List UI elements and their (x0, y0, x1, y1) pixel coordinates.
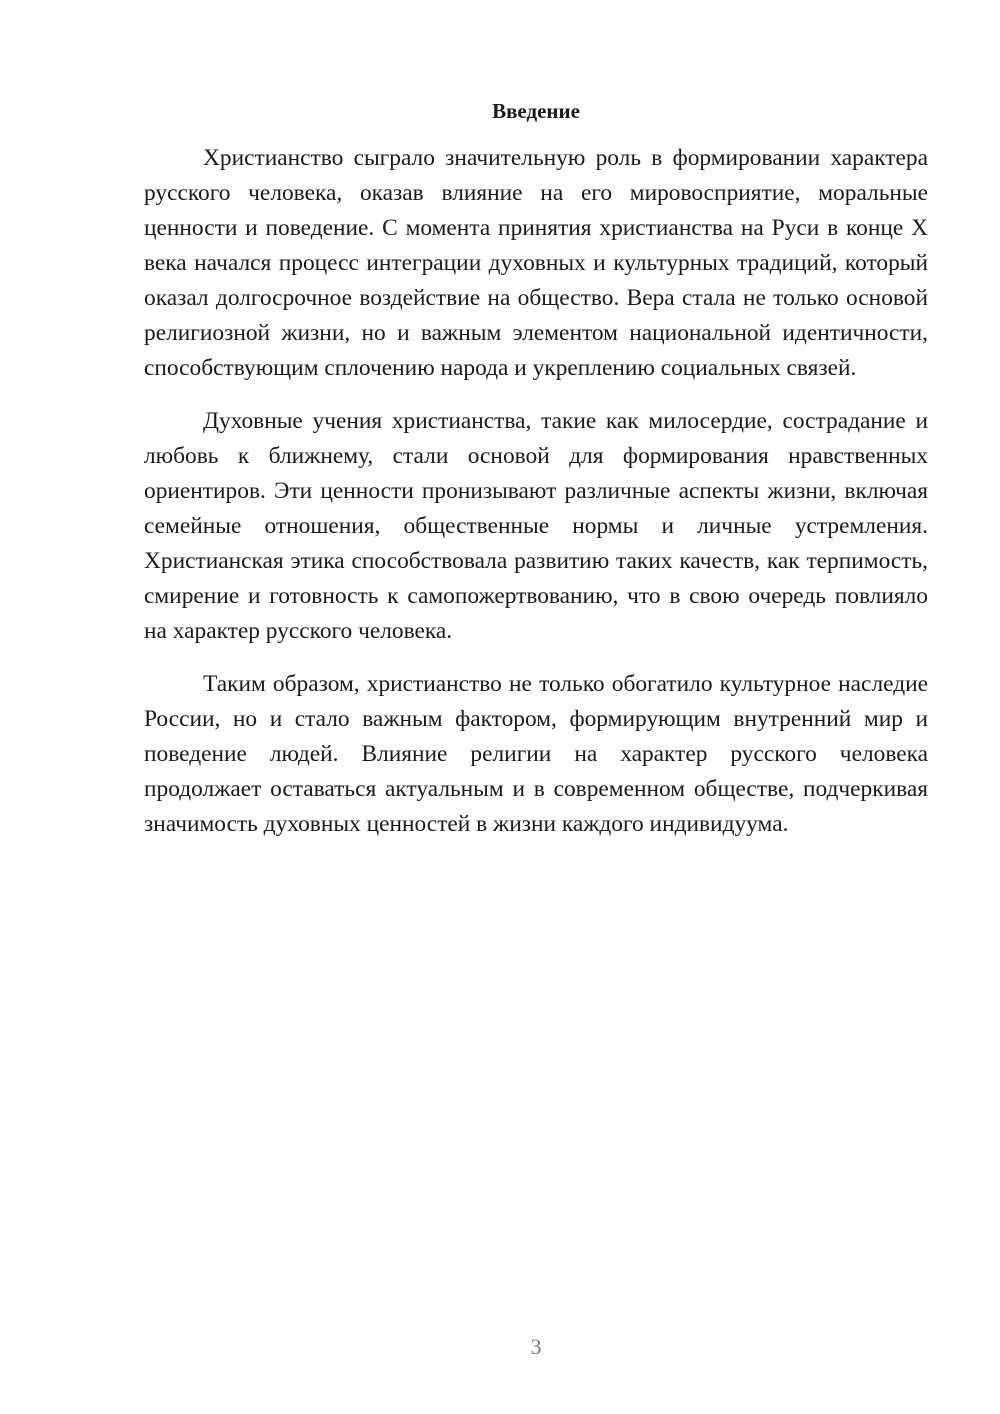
paragraph-2: Духовные учения христианства, такие как милосердие, сострадание и любовь к ближнему, стали основой для формирования нравственных ориентиров. Эти ценности пронизывают различные аспекты жизни, включая семейные отношения, общественные нормы и личные устремления. Христианская этика способствовала развитию таких качеств, как терпимость, смирение и готовность к самопожертвованию, что в свою очередь повлияло на характер русского человека. (144, 408, 928, 644)
paragraph-3: Таким образом, христианство не только обогатило культурное наследие России, но и стало важным фактором, формирующим внутренний мир и поведение людей. Влияние религии на характер русского человека продолжает оставаться актуальным и в современном обществе, подчеркивая значимость духовных ценностей в жизни каждого индивидуума. (144, 671, 928, 837)
page-number: 3 (530, 1334, 542, 1359)
section-heading: Введение (492, 99, 580, 123)
paragraph-1: Христианство сыграло значительную роль в формировании характера русского человека, оказав влияние на его мировосприятие, моральные ценности и поведение. С момента принятия христианства на Руси в конце X века начался процесс интеграции духовных и культурных традиций, который оказал долгосрочное воздействие на общество. Вера стала не только основой религиозной жизни, но и важным элементом национальной идентичности, способствующим сплочению народа и укреплению социальных связей. (144, 145, 928, 381)
page-content (144, 95, 928, 860)
